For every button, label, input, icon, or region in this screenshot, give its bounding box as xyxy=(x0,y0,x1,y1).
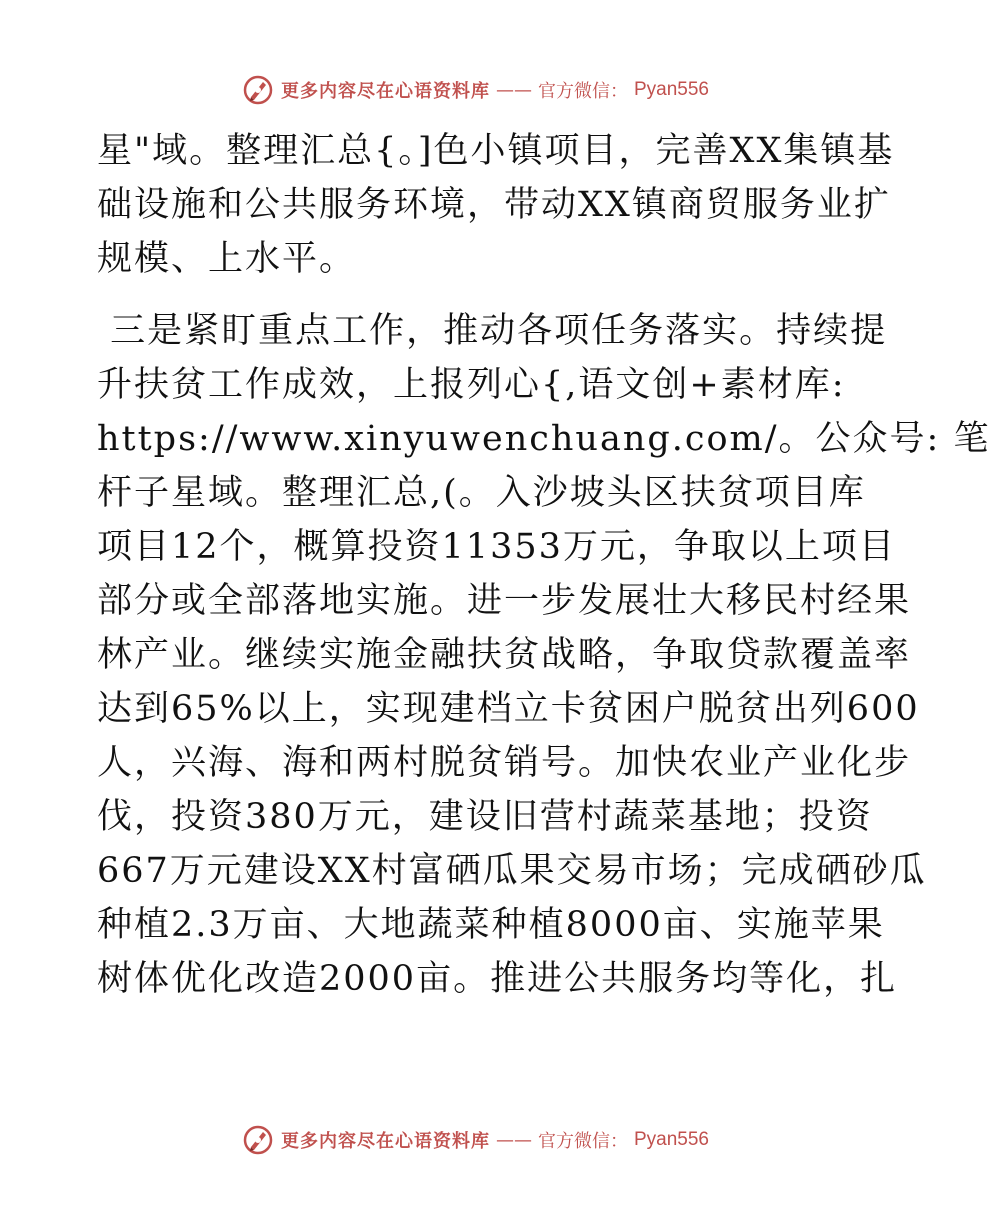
text-line: 升扶贫工作成效，上报列心{,语文创+素材库: xyxy=(97,365,846,405)
text-line: 项目12个，概算投资11353万元，争取以上项目 xyxy=(97,527,896,567)
paragraph-gap xyxy=(97,286,857,304)
watermark-site-text: 更多内容尽在心语资料库 xyxy=(280,1131,490,1152)
watermark-separator: —— xyxy=(495,79,532,101)
watermark-brand xyxy=(241,73,709,107)
text-line: 人，兴海、海和两村脱贫销号。加快农业产业化步 xyxy=(97,743,912,783)
document-body xyxy=(97,124,990,1006)
text-line: 部分或全部落地实施。进一步发展壮大移民村经果 xyxy=(97,581,912,621)
text-line: 种植2.3万亩、大地蔬菜种植8000亩、实施苹果 xyxy=(97,905,885,945)
text-line: 础设施和公共服务环境，带动XX镇商贸服务业扩 xyxy=(97,185,891,225)
watermark-wechat-id: Pyan556 xyxy=(633,1129,709,1150)
text-line: 树体优化改造2000亩。推进公共服务均等化，扎 xyxy=(97,959,898,999)
text-line: https://www.xinyuwenchuang.com/。公众号: 笔 xyxy=(97,419,990,459)
watermark-wechat-label: 官方微信： xyxy=(537,81,628,102)
text-line: 伐，投资380万元，建设旧营村蔬菜基地；投资 xyxy=(97,797,873,837)
paragraph-1 xyxy=(97,124,895,286)
text-line: 667万元建设XX村富硒瓜果交易市场；完成硒砂瓜 xyxy=(97,851,927,891)
watermark-wechat-label: 官方微信： xyxy=(537,1131,628,1152)
text-line: 规模、上水平。 xyxy=(97,239,357,279)
text-line: 林产业。继续实施金融扶贫战略，争取贷款覆盖率 xyxy=(97,635,912,675)
text-line: 星"域。整理汇总{。]色小镇项目，完善XX集镇基 xyxy=(97,131,895,171)
watermark-site-text: 更多内容尽在心语资料库 xyxy=(280,81,490,102)
watermark-wechat-id: Pyan556 xyxy=(633,79,709,100)
footer-watermark xyxy=(0,1120,950,1160)
text-line: 杆子星域。整理汇总,(。入沙坡头区扶贫项目库 xyxy=(97,473,866,513)
pen-logo-icon xyxy=(241,73,275,107)
watermark-separator: —— xyxy=(495,1129,532,1151)
watermark-brand xyxy=(241,1123,709,1157)
text-line: 达到65%以上，实现建档立卡贫困户脱贫出列600 xyxy=(97,689,920,729)
paragraph-2 xyxy=(97,304,990,1006)
text-line: 三是紧盯重点工作，推动各项任务落实。持续提 xyxy=(97,311,888,351)
header-watermark xyxy=(0,70,950,110)
pen-logo-icon xyxy=(241,1123,275,1157)
